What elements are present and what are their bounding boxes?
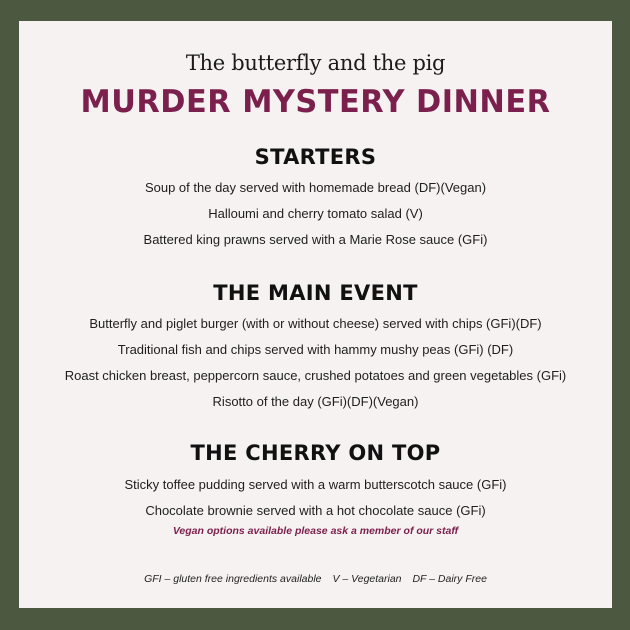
menu-item: Roast chicken breast, peppercorn sauce, crushed potatoes and green vegetables (GFi) [64,368,567,383]
menu-item: Risotto of the day (GFi)(DF)(Vegan) [212,394,419,409]
venue-name: The butterfly and the pig [185,51,446,75]
legend-vegetarian: V – Vegetarian [332,573,402,585]
menu-item: Butterfly and piglet burger (with or without cheese) served with chips (GFi)(DF) [89,316,542,331]
section-title-cherry-on-top: THE CHERRY ON TOP [190,441,441,465]
menu-item: Chocolate brownie served with a hot chocolate sauce (GFi) [145,503,486,518]
vegan-note: Vegan options available please ask a member of our staff [172,525,459,537]
legend-gfi: GFI – gluten free ingredients available [144,573,322,585]
menu-card [19,21,612,608]
dietary-legend [19,573,612,585]
section-title-starters: STARTERS [254,145,377,169]
menu-item: Soup of the day served with homemade bread (DF)(Vegan) [144,180,487,195]
menu-item: Traditional fish and chips served with hammy mushy peas (GFi) (DF) [117,342,514,357]
section-title-main-event: THE MAIN EVENT [213,281,418,305]
menu-item: Battered king prawns served with a Marie Rose sauce (GFi) [143,232,488,247]
legend-dairy-free: DF – Dairy Free [412,573,487,585]
menu-item: Sticky toffee pudding served with a warm butterscotch sauce (GFi) [124,477,507,492]
event-title: MURDER MYSTERY DINNER [80,84,551,120]
menu-item: Halloumi and cherry tomato salad (V) [208,206,423,221]
